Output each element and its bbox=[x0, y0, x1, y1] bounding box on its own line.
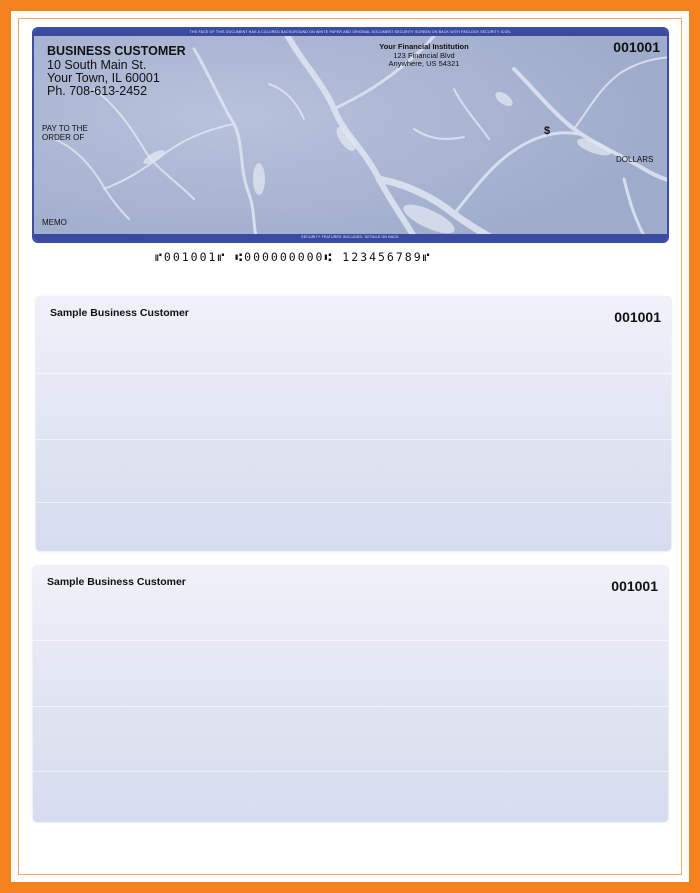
stub-check-number: 001001 bbox=[611, 578, 658, 594]
voucher-stub-2 bbox=[33, 566, 668, 822]
business-address-line1: 10 South Main St. bbox=[47, 58, 147, 72]
business-name: BUSINESS CUSTOMER bbox=[47, 44, 186, 58]
bank-address-line1: 123 Financial Blvd bbox=[393, 51, 455, 60]
stub-check-number: 001001 bbox=[614, 309, 661, 325]
check bbox=[32, 27, 669, 243]
dollars-label: DOLLARS bbox=[616, 155, 654, 164]
check-number: 001001 bbox=[613, 39, 660, 55]
voucher-stub-1 bbox=[36, 297, 671, 551]
stub-business-name: Sample Business Customer bbox=[47, 576, 186, 588]
micr-line: ⑈001001⑈ ⑆000000000⑆ 123456789⑈ bbox=[155, 250, 432, 264]
pay-to-label: PAY TO THE ORDER OF bbox=[42, 124, 88, 142]
stub-business-name: Sample Business Customer bbox=[50, 307, 189, 319]
bank-address-line2: Anywhere, US 54321 bbox=[388, 59, 460, 68]
dollar-sign: $ bbox=[544, 125, 551, 137]
bank-name: Your Financial Institution bbox=[379, 42, 469, 51]
security-notice-bottom: SECURITY FEATURES INCLUDED. DETAILS ON BACK. bbox=[34, 234, 667, 241]
business-phone: Ph. 708-613-2452 bbox=[47, 84, 148, 98]
business-address-line2: Your Town, IL 60001 bbox=[47, 71, 160, 85]
memo-label: MEMO bbox=[42, 218, 67, 227]
security-notice-top: THE FACE OF THIS DOCUMENT HAS A COLORED BACKGROUND ON WHITE PAPER AND ORIGINAL DOCUMENT SECURITY SCREEN ON BACK WITH PADLOCK SECURITY ICON. bbox=[34, 29, 667, 36]
